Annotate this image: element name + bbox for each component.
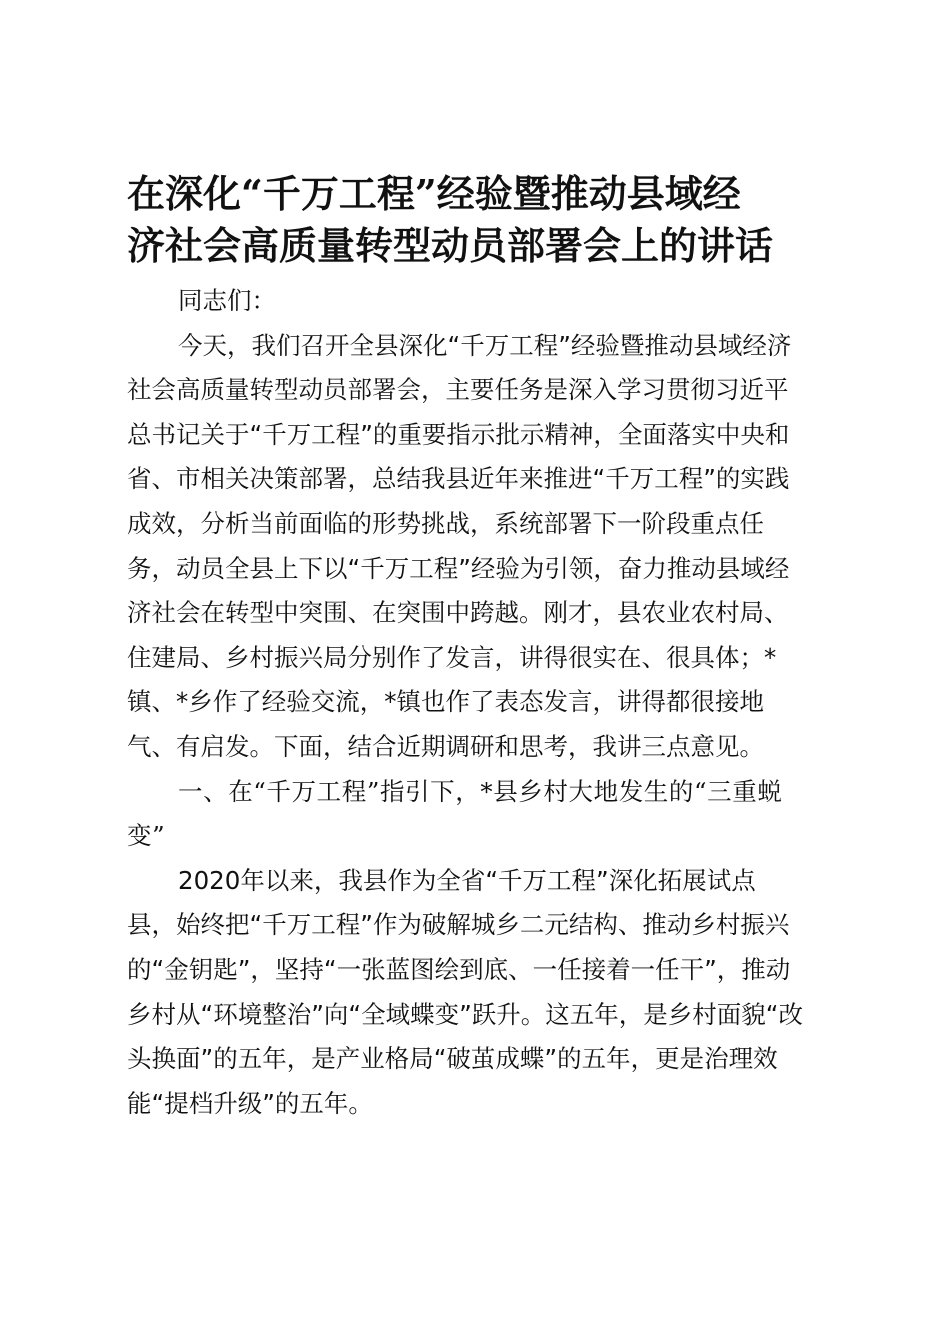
paragraph-line: 能“提档升级”的五年。 xyxy=(127,1088,373,1118)
speech-body xyxy=(127,279,839,1126)
paragraph-line: 2020年以来，我县作为全省“千万工程”深化拓展试点 xyxy=(178,865,756,895)
paragraph-line: 镇、*乡作了经验交流，*镇也作了表态发言，讲得都很接地 xyxy=(127,687,764,717)
paragraph-line: 济社会在转型中突围、在突围中跨越。刚才，县农业农村局、 xyxy=(127,598,789,628)
section-heading-line: 一、在“千万工程”指引下，*县乡村大地发生的“三重蜕 xyxy=(178,776,783,806)
paragraph-line: 总书记关于“千万工程”的重要指示批示精神，全面落实中央和 xyxy=(127,419,790,449)
salutation: 同志们： xyxy=(178,286,276,315)
page-title xyxy=(127,168,837,272)
paragraph-line: 乡村从“环境整治”向“全域蝶变”跃升。这五年，是乡村面貌“改 xyxy=(127,999,803,1029)
paragraph-line: 县，始终把“千万工程”作为破解城乡二元结构、推动乡村振兴 xyxy=(127,910,790,940)
section-heading-line: 变” xyxy=(127,821,166,851)
paragraph-line: 省、市相关决策部署，总结我县近年来推进“千万工程”的实践 xyxy=(127,464,790,494)
paragraph-line: 今天，我们召开全县深化“千万工程”经验暨推动县域经济 xyxy=(178,330,792,360)
paragraph-line: 头换面”的五年，是产业格局“破茧成蝶”的五年，更是治理效 xyxy=(127,1044,778,1074)
paragraph-line: 成效，分析当前面临的形势挑战，系统部署下一阶段重点任 xyxy=(127,508,764,538)
paragraph-line: 的“金钥匙”，坚持“一张蓝图绘到底、一任接着一任干”，推动 xyxy=(127,954,791,984)
title-line: 济社会高质量转型动员部署会上的讲话 xyxy=(127,223,774,268)
paragraph-line: 社会高质量转型动员部署会，主要任务是深入学习贯彻习近平 xyxy=(127,375,789,405)
paragraph-line: 气、有启发。下面，结合近期调研和思考，我讲三点意见。 xyxy=(127,731,764,761)
title-line: 在深化“千万工程”经验暨推动县域经 xyxy=(127,171,741,216)
paragraph-line: 务，动员全县上下以“千万工程”经验为引领，奋力推动县域经 xyxy=(127,553,790,583)
paragraph-line: 住建局、乡村振兴局分别作了发言，讲得很实在、很具体；* xyxy=(127,642,777,672)
